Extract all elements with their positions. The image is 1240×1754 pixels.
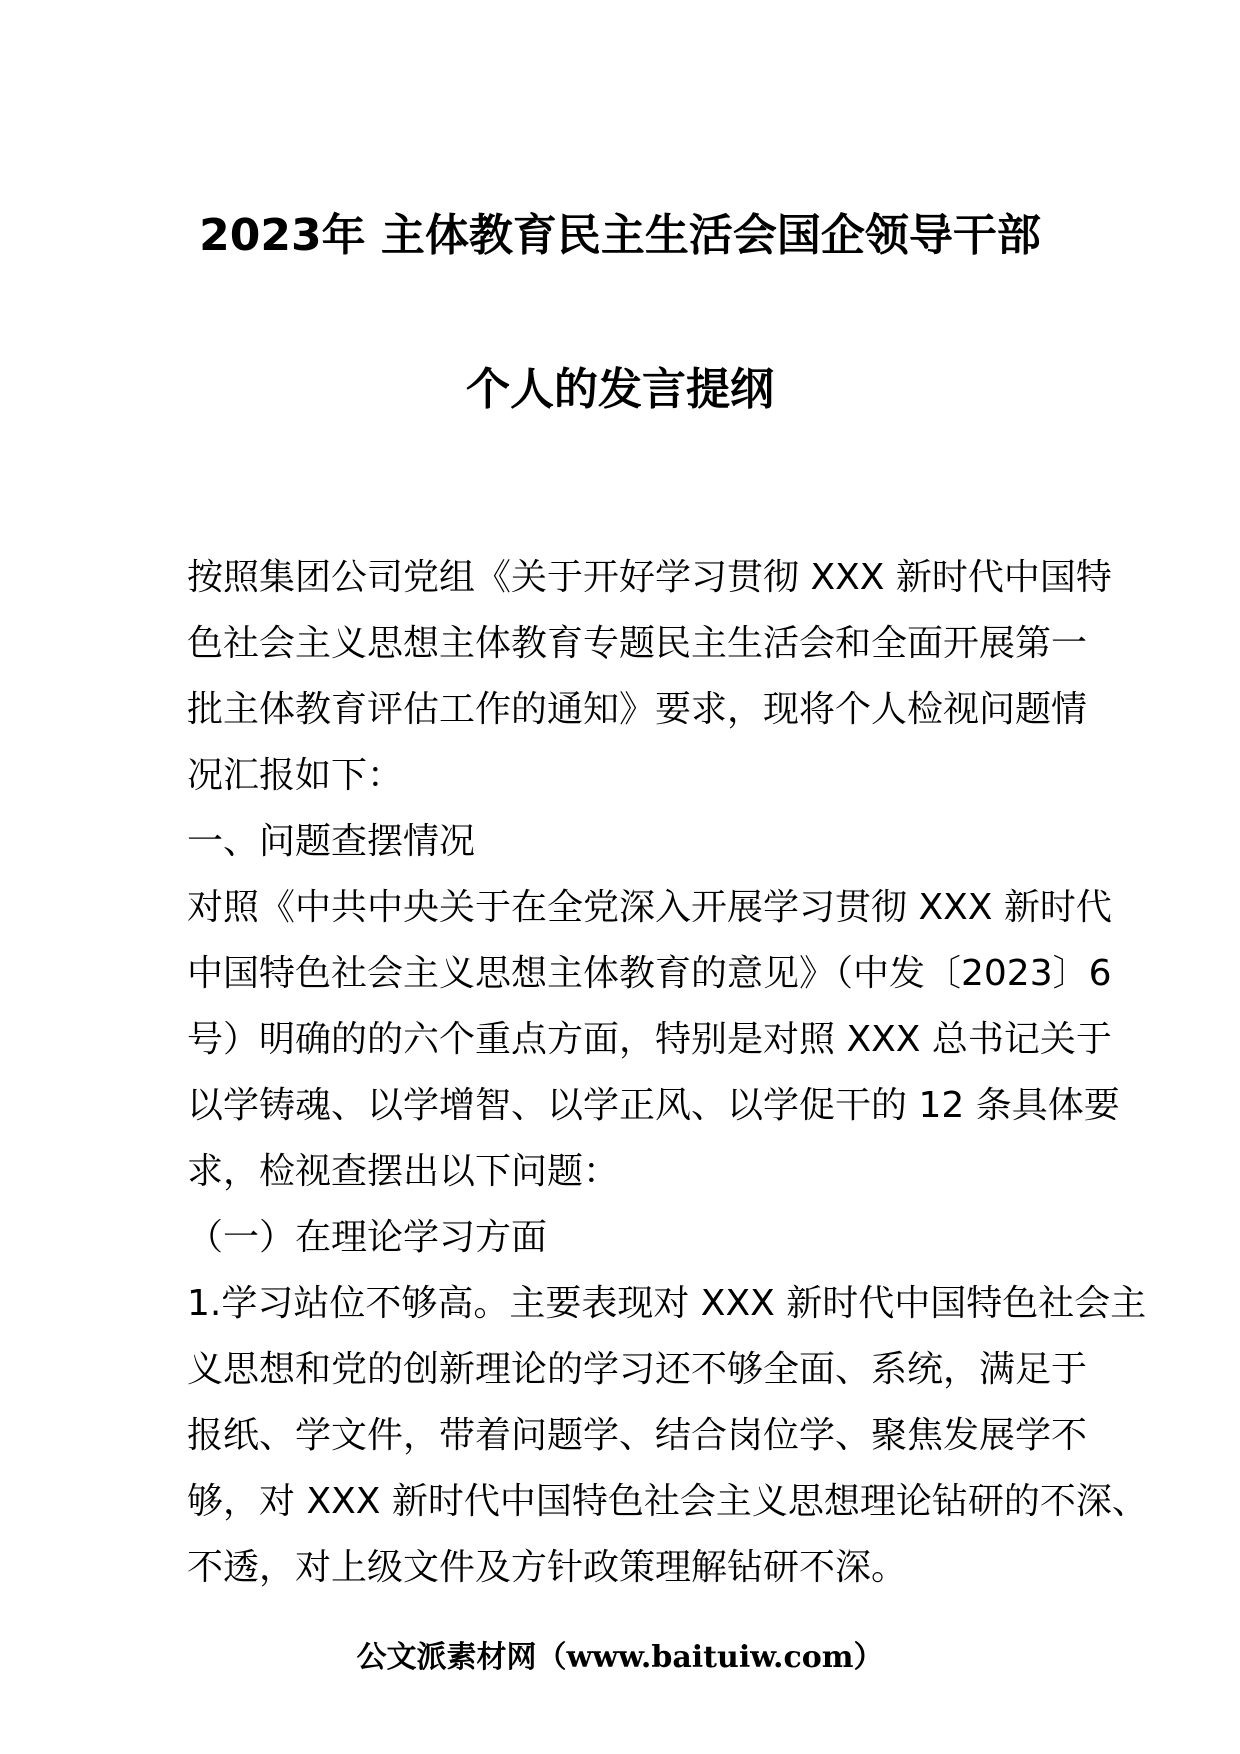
body-line: 按照集团公司党组《关于开好学习贯彻 XXX 新时代中国特	[187, 557, 1112, 598]
footer-watermark: 公文派素材网（www.baituiw.com）	[356, 1640, 884, 1675]
body-line: 报纸、学文件，带着问题学、结合岗位学、聚焦发展学不	[187, 1415, 1088, 1456]
body-line: 对照《中共中央关于在全党深入开展学习贯彻 XXX 新时代	[187, 887, 1112, 928]
section-heading: 一、问题查摆情况	[187, 821, 476, 862]
body-line: 不透，对上级文件及方针政策理解钻研不深。	[187, 1547, 908, 1588]
document-title-line-1: 2023年 主体教育民主生活会国企领导干部	[199, 210, 1041, 261]
document-body	[187, 545, 1148, 1601]
document-title-line-2: 个人的发言提纲	[466, 364, 774, 415]
body-line: 批主体教育评估工作的通知》要求，现将个人检视问题情	[187, 689, 1088, 730]
body-line: 义思想和党的创新理论的学习还不够全面、系统，满足于	[187, 1349, 1088, 1390]
body-line: 够，对 XXX 新时代中国特色社会主义思想理论钻研的不深、	[187, 1481, 1148, 1522]
body-line: 中国特色社会主义思想主体教育的意见》（中发〔2023〕6	[187, 953, 1112, 994]
subsection-heading: （一）在理论学习方面	[187, 1217, 548, 1258]
body-line: 求，检视查摆出以下问题：	[187, 1151, 620, 1192]
body-line: 色社会主义思想主体教育专题民主生活会和全面开展第一	[187, 623, 1088, 664]
body-line: 号）明确的的六个重点方面，特别是对照 XXX 总书记关于	[187, 1019, 1112, 1060]
body-line: 况汇报如下：	[187, 755, 404, 796]
body-line: 1.学习站位不够高。主要表现对 XXX 新时代中国特色社会主	[187, 1283, 1147, 1324]
body-line: 以学铸魂、以学增智、以学正风、以学促干的 12 条具体要	[187, 1085, 1120, 1126]
